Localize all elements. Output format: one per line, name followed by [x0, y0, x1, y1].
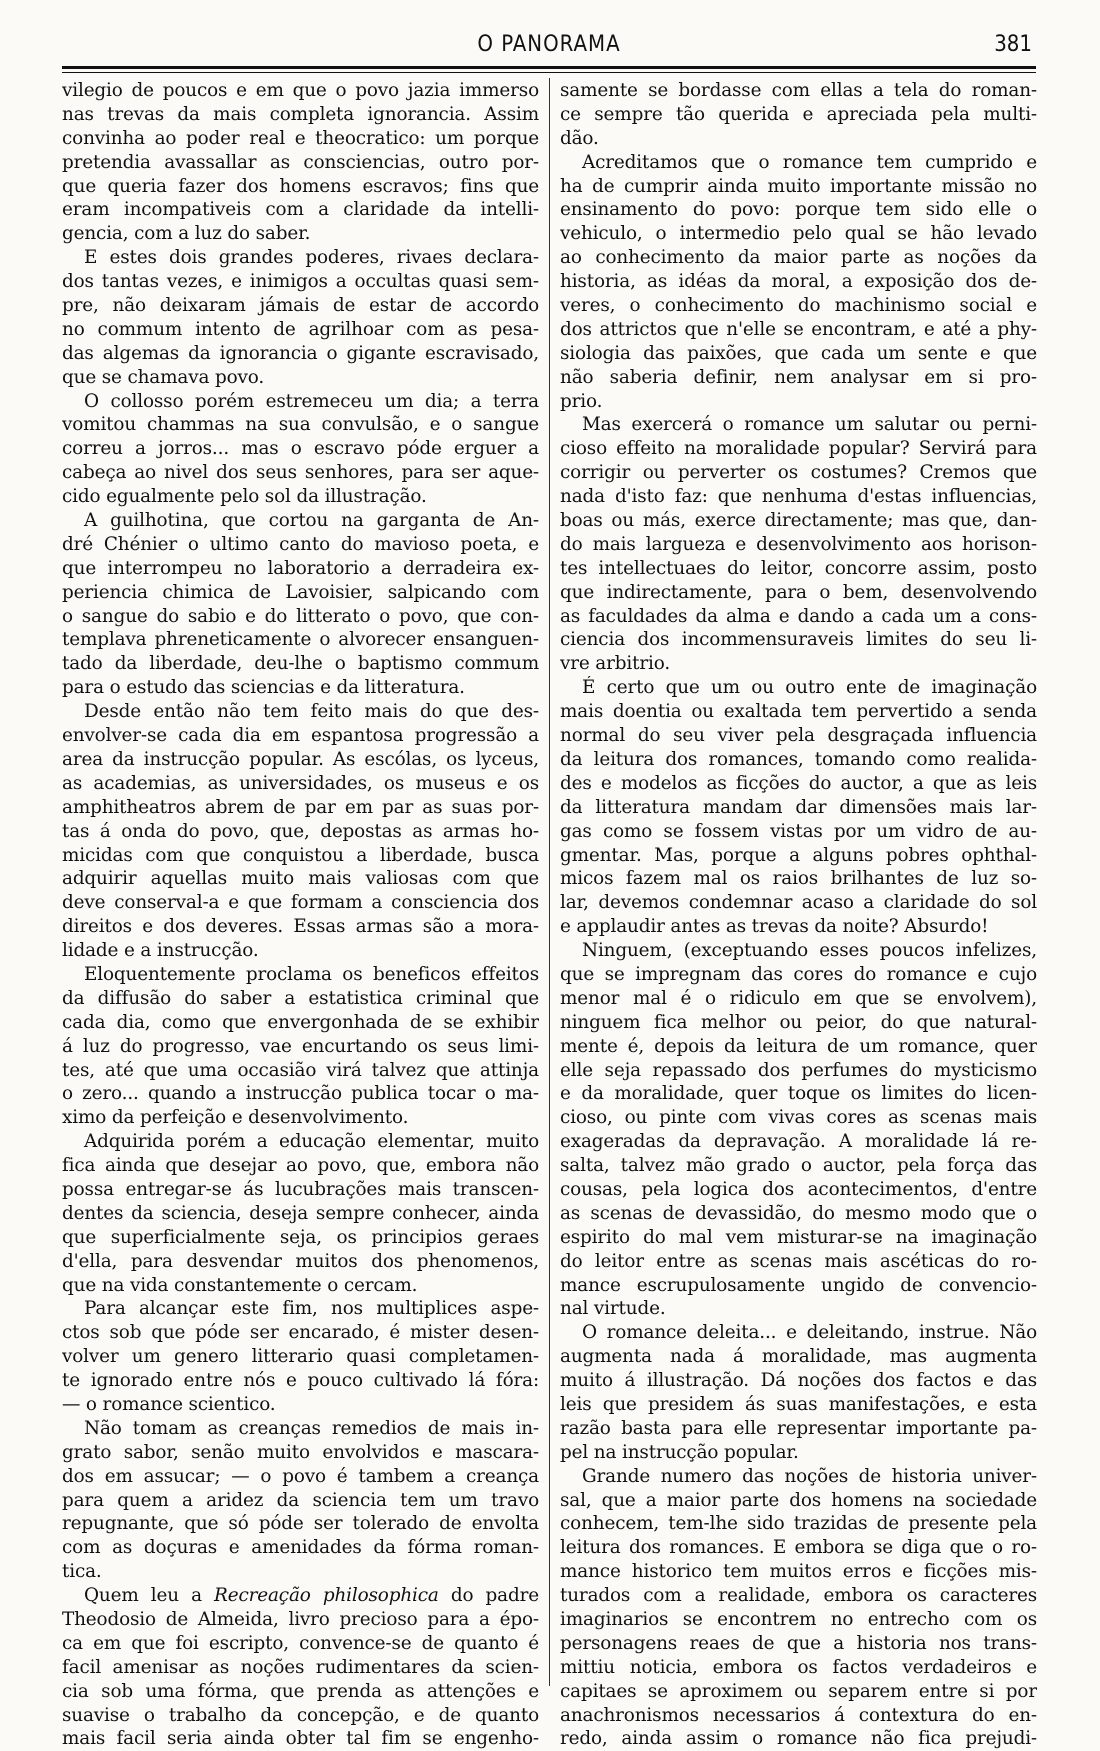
text-line-content: que se chamava povo. [62, 366, 265, 388]
text-line [560, 581, 1037, 605]
text-line-content: templava phreneticamente o alvorecer ensanguen- [62, 629, 539, 651]
text-line [560, 485, 1037, 509]
text-line [560, 1011, 1037, 1035]
text-line [560, 1393, 1037, 1417]
text-line-content: Desde então não tem feito mais do que des- [84, 701, 539, 723]
text-line [62, 1536, 539, 1560]
text-line [560, 1560, 1037, 1584]
text-line [62, 175, 539, 199]
text-line-content: gmentar. Mas, porque a alguns pobres ophthal- [560, 844, 1037, 866]
text-line-content: corrigir ou perverter os costumes? Cremos que [560, 462, 1037, 484]
text-line [62, 1011, 539, 1035]
text-line-content: que superficialmente seja, os principios geraes [62, 1226, 539, 1248]
text-line-content: anachronismos necessarios á contextura do en- [560, 1704, 1037, 1726]
text-line-content: muito á illustração. Dá noções dos factos e das [560, 1370, 1037, 1392]
text-line [62, 652, 539, 676]
text-line-content: tes intellectuaes do leitor, concorre assim, posto [560, 557, 1037, 579]
text-line [62, 1178, 539, 1202]
text-line [560, 294, 1037, 318]
text-line [560, 79, 1037, 103]
left-column [62, 79, 539, 1751]
text-line [560, 103, 1037, 127]
text-line [560, 461, 1037, 485]
text-line-content: do mais largueza e desenvolvimento aos horison- [560, 533, 1037, 555]
text-line [560, 1035, 1037, 1059]
text-line-content: e applaudir antes as trevas da noite? Absurdo! [560, 916, 989, 938]
text-line [560, 1297, 1037, 1321]
text-line [62, 366, 539, 390]
text-line-content: lidade e a instrucção. [62, 940, 259, 962]
text-line-content: fica ainda que desejar ao povo, que, embora não [62, 1155, 539, 1177]
text-line-content: vre arbitrio. [560, 653, 671, 675]
text-line-content: dos attrictos que n'elle se encontram, e até a phy- [560, 318, 1037, 340]
text-line-content: É certo que um ou outro ente de imaginação [582, 677, 1037, 699]
text-line-content: tas á onda do povo, que, depostas as armas ho- [62, 820, 539, 842]
text-line [62, 318, 539, 342]
text-line [62, 844, 539, 868]
text-line [560, 772, 1037, 796]
text-line [560, 175, 1037, 199]
text-line-content: tes, até que uma occasião virá talvez que attinja [62, 1059, 539, 1081]
text-line-content: ximo da perfeição e desenvolvimento. [62, 1107, 409, 1129]
text-line [560, 127, 1037, 151]
text-line-content: o zero... quando a instrucção publica tocar o ma- [62, 1083, 539, 1105]
text-line-content: suavise o trabalho da concepção, e de quanto [62, 1704, 539, 1726]
text-line-content: samente se bordasse com ellas a tela do roman- [560, 80, 1037, 101]
text-line [560, 1704, 1037, 1728]
text-line [560, 915, 1037, 939]
text-line-content: que na vida constantemente o cercam. [62, 1274, 418, 1296]
text-line [62, 246, 539, 270]
text-line [560, 1059, 1037, 1083]
text-line-content: convinha ao poder real e theocratico: um porque [62, 127, 539, 149]
text-line-content: espirito do mal vem misturar-se na imaginação [560, 1226, 1037, 1248]
text-line [560, 748, 1037, 772]
text-line [560, 1680, 1037, 1704]
text-line [560, 1369, 1037, 1393]
text-line-content: dos tantas vezes, e inimigos a occultas quasi sem- [62, 271, 539, 293]
text-line-content: mais doentia ou exaltada tem pervertido a senda [560, 701, 1037, 723]
text-line-content: leis que presidem ás suas manifestações, e esta [560, 1393, 1037, 1415]
text-line [62, 963, 539, 987]
text-line-content: á luz do progresso, vae encurtando os seus limi- [62, 1035, 539, 1057]
text-line-content: cido egualmente pelo sol da illustração. [62, 486, 427, 508]
text-line [62, 605, 539, 629]
text-line [62, 1393, 539, 1417]
text-line-content: capitaes se aproximem ou separem entre si por [560, 1680, 1037, 1702]
text-line-content: — o romance scientico. [62, 1393, 276, 1415]
text-line-content: nada d'isto faz: que nenhuma d'estas influencias, [560, 486, 1037, 508]
text-line [62, 987, 539, 1011]
text-line [62, 1059, 539, 1083]
text-line-content: não saberia definir, nem analysar em si pro- [560, 366, 1037, 388]
text-line-content: d'ella, para desvendar muitos dos phenomenos, [62, 1250, 539, 1272]
text-line [62, 103, 539, 127]
text-line [62, 1441, 539, 1465]
text-line [560, 1178, 1037, 1202]
text-line-content: o sangue do sabio e do litterato o povo, que con- [62, 605, 539, 627]
text-line [560, 198, 1037, 222]
text-line-content: do leitor entre as scenas mais ascéticas do ro- [560, 1250, 1037, 1272]
text-line [62, 1369, 539, 1393]
text-line-content: volver um genero litterario quasi completamen- [62, 1346, 539, 1368]
text-line-content: augmenta nada á moralidade, mas augmenta [560, 1346, 1037, 1368]
text-line [560, 963, 1037, 987]
text-line [560, 1608, 1037, 1632]
text-line-content: possa entregar-se ás lucubrações mais transcen- [62, 1178, 539, 1200]
text-line [560, 628, 1037, 652]
text-line [62, 485, 539, 509]
text-line-content: vilegio de poucos e em que o povo jazia immerso [62, 80, 539, 101]
text-line [560, 557, 1037, 581]
text-line-content: cousas, pela logica dos acontecimentos, d'entre [560, 1178, 1037, 1200]
text-line-content: da litteratura mandam dar dimensões mais lar- [560, 796, 1037, 818]
text-line [62, 867, 539, 891]
text-line-content: para o estudo das sciencias e da litteratura. [62, 677, 465, 699]
text-line [62, 1297, 539, 1321]
text-line [62, 390, 539, 414]
text-line-content: dentes da sciencia, deseja sempre conhecer, ainda [62, 1202, 539, 1224]
text-line [560, 700, 1037, 724]
text-line-content: tica. [62, 1561, 102, 1583]
text-line [62, 581, 539, 605]
text-line-content: Grande numero das noções de historia univer- [582, 1465, 1037, 1487]
text-line [560, 1584, 1037, 1608]
text-line-content: sal, que a maior parte dos homens na sociedade [560, 1489, 1037, 1511]
text-line-content: vehiculo, o intermedio pelo qual se hão levado [560, 223, 1037, 245]
text-line [62, 151, 539, 175]
text-line-content: prio. [560, 390, 603, 412]
text-line [560, 1417, 1037, 1441]
text-line-content: nas trevas da mais completa ignorancia. Assim [62, 103, 539, 125]
text-line [62, 1130, 539, 1154]
text-line [560, 1441, 1037, 1465]
text-line-content: mais facil seria ainda obter tal fim se engenho- [62, 1728, 539, 1750]
text-line-content: cabeça ao nivel dos seus senhores, para ser aque- [62, 462, 539, 484]
text-line-content: micidas com que conquistou a liberdade, busca [62, 844, 539, 866]
text-line-content: Para alcançar este fim, nos multiplices aspe- [84, 1298, 539, 1320]
text-line-content: salta, talvez mão grado o auctor, pela força das [560, 1155, 1037, 1177]
text-line [560, 1536, 1037, 1560]
text-line [62, 222, 539, 246]
text-line [560, 342, 1037, 366]
text-line [560, 867, 1037, 891]
text-line-content: exageradas da depravação. A moralidade lá re- [560, 1131, 1037, 1153]
text-line [62, 1082, 539, 1106]
text-line-content: Ninguem, (exceptuando esses poucos infelizes, [582, 940, 1037, 962]
text-line [62, 1727, 539, 1751]
text-line [560, 1082, 1037, 1106]
running-title: O PANORAMA [477, 32, 621, 57]
text-line [62, 294, 539, 318]
text-line [62, 1035, 539, 1059]
text-line-content: as faculdades da alma e dando a cada um a cons- [560, 605, 1037, 627]
text-line-content: des e modelos as ficções do auctor, a que as leis [560, 772, 1037, 794]
text-line [62, 724, 539, 748]
header-rule-thick [62, 66, 1036, 69]
text-line-content: veres, o conhecimento do machinismo social e [560, 295, 1037, 317]
text-line [560, 1656, 1037, 1680]
text-line-content: imaginarios se encontrem no entrecho com os [560, 1609, 1037, 1630]
text-line-content: para quem a aridez da sciencia tem um travo [62, 1489, 539, 1511]
text-line [62, 413, 539, 437]
text-line-content: e da moralidade, quer toque os limites do licen- [560, 1083, 1037, 1105]
text-line-content: ao conhecimento da maior parte as noções da [560, 247, 1037, 269]
text-line [62, 461, 539, 485]
text-line-content: eram incompativeis com a claridade da intelli- [62, 199, 539, 221]
text-line [62, 1274, 539, 1298]
text-line-content: da leitura dos romances, tomando como realida- [560, 748, 1037, 770]
text-line [560, 533, 1037, 557]
text-line [560, 1345, 1037, 1369]
text-line-content: mance historico tem muitos erros e ficções mis- [560, 1561, 1037, 1583]
text-line [560, 796, 1037, 820]
text-line [560, 1274, 1037, 1298]
text-line [560, 1202, 1037, 1226]
text-line-content: das algemas da ignorancia o gigante escravisado, [62, 342, 539, 364]
text-line [62, 1632, 539, 1656]
text-line-content: as scenas de devassidão, do mesmo modo que o [560, 1202, 1037, 1224]
text-line [62, 1106, 539, 1130]
text-line [62, 198, 539, 222]
text-line [62, 1465, 539, 1489]
text-line-content: pre, não deixaram jámais de estar de accordo [62, 295, 539, 317]
text-line-content: normal do seu viver pela desgraçada influencia [560, 725, 1037, 747]
text-line-content: historia, as idéas da moral, a exposição dos de- [560, 271, 1037, 293]
text-line-content: elle seja repassado dos perfumes do mysticismo [560, 1059, 1037, 1081]
text-line-content: Acreditamos que o romance tem cumprido e [582, 151, 1037, 173]
text-line-content: Adquirida porém a educação elementar, muito [84, 1131, 539, 1153]
text-line-content: pretendia avassallar as consciencias, outro por- [62, 151, 539, 173]
text-line-content: ninguem fica melhor ou peior, do que natural- [560, 1011, 1037, 1033]
text-line-content: que interrompeu no laboratorio a derradeira ex- [62, 557, 539, 579]
text-line-content: dré Chénier o ultimo canto do mavioso poeta, e [62, 533, 539, 555]
text-line-content: A guilhotina, que cortou na garganta de An- [84, 510, 539, 532]
text-line-content: pel na instrucção popular. [560, 1441, 799, 1463]
header-rule-thin [62, 72, 1036, 73]
text-line [62, 772, 539, 796]
text-line [62, 628, 539, 652]
text-line-content: Eloquentemente proclama os beneficos effeitos [84, 963, 539, 985]
text-line [560, 605, 1037, 629]
text-line-content: Quem leu a Recreação philosophica do padre [84, 1585, 539, 1607]
text-line-content: ha de cumprir ainda muito importante missão no [560, 175, 1037, 197]
text-line [560, 939, 1037, 963]
text-line-content: deve conserval-a e que formam a consciencia dos [62, 892, 539, 914]
text-line-content: mance escrupulosamente ungido de convencio- [560, 1274, 1037, 1296]
text-line-content: dos em assucar; — o povo é tambem a creança [62, 1465, 539, 1487]
column-divider [549, 78, 550, 1686]
text-line [62, 939, 539, 963]
text-line-content: dão. [560, 127, 599, 149]
text-line-content: ensinamento do povo: porque tem sido elle o [560, 199, 1037, 221]
text-line-content: mente é, depois da leitura de um romance, quer [560, 1035, 1037, 1057]
text-line [62, 437, 539, 461]
text-line-content: gas como se fossem vistas por um vidro de au- [560, 820, 1037, 842]
text-line [560, 1465, 1037, 1489]
text-line [560, 724, 1037, 748]
text-line [62, 1704, 539, 1728]
text-line [62, 1202, 539, 1226]
text-line-content: razão basta para elle representar importante pa- [560, 1417, 1037, 1439]
text-line-content: lar, devemos condemnar acaso a claridade do sol [560, 892, 1037, 914]
text-line [62, 1680, 539, 1704]
text-line [62, 1417, 539, 1441]
text-line [560, 1226, 1037, 1250]
text-line [560, 1321, 1037, 1345]
text-line-content: repugnante, que só póde ser tolerado de envolta [62, 1513, 539, 1535]
text-line [62, 1656, 539, 1680]
text-line [62, 748, 539, 772]
book-title: Recreação philosophica [214, 1585, 439, 1607]
text-line-content: correu a jorros... mas o escravo póde erguer a [62, 438, 539, 460]
text-line [560, 891, 1037, 915]
text-line [62, 1608, 539, 1632]
text-line [560, 1130, 1037, 1154]
text-line [560, 318, 1037, 342]
text-line [62, 796, 539, 820]
page-number: 381 [994, 32, 1032, 57]
text-line-content: redo, ainda assim o romance não fica prejudi- [560, 1728, 1037, 1750]
text-line-content: ctos sob que póde ser encarado, é mister desen- [62, 1322, 539, 1344]
text-line [560, 1632, 1037, 1656]
text-line [62, 891, 539, 915]
text-line [560, 246, 1037, 270]
text-line-content: facil amenisar as noções rudimentares da scien- [62, 1656, 539, 1678]
text-line [560, 987, 1037, 1011]
text-line-content: tado da liberdade, deu-lhe o baptismo commum [62, 653, 539, 675]
text-line [62, 1226, 539, 1250]
text-line-content: personagens reaes de que a historia nos trans- [560, 1632, 1037, 1654]
text-line-content: periencia chimica de Lavoisier, salpicando com [62, 581, 539, 603]
text-line [560, 151, 1037, 175]
text-line [62, 915, 539, 939]
text-line-content: vomitou chammas na sua convulsão, e o sangue [62, 414, 539, 436]
text-line-content: Mas exercerá o romance um salutar ou perni- [582, 414, 1037, 436]
text-line [62, 509, 539, 533]
text-line [62, 1512, 539, 1536]
text-line [560, 1154, 1037, 1178]
text-line [62, 1584, 539, 1608]
text-line [560, 1489, 1037, 1513]
right-column [560, 79, 1037, 1751]
text-line [560, 390, 1037, 414]
text-line-content: ca em que foi escripto, convence-se de quanto é [62, 1632, 539, 1654]
text-line [560, 1727, 1037, 1751]
text-line [62, 1321, 539, 1345]
text-line [560, 1512, 1037, 1536]
text-line-content: direitos e dos deveres. Essas armas são a mora- [62, 916, 539, 938]
text-line [62, 127, 539, 151]
text-line-content: O collosso porém estremeceu um dia; a terra [84, 390, 539, 412]
text-line [62, 700, 539, 724]
text-line [560, 1106, 1037, 1130]
text-line [62, 342, 539, 366]
text-line-content: turados com a realidade, embora os caracteres [560, 1585, 1037, 1607]
text-line [560, 652, 1037, 676]
text-line-content: gencia, com a luz do saber. [62, 223, 311, 245]
text-line-content: nal virtude. [560, 1298, 666, 1320]
text-line-content: mittiu noticia, embora os factos verdadeiros e [560, 1656, 1037, 1678]
text-line [62, 557, 539, 581]
text-line [62, 1154, 539, 1178]
text-line-content: que indirectamente, para o bem, desenvolvendo [560, 581, 1037, 603]
text-line-content: cia sob uma fórma, que prenda as attenções e [62, 1680, 539, 1702]
text-line [560, 366, 1037, 390]
text-line [62, 1345, 539, 1369]
text-line-content: boas ou más, exerce directamente; mas que, dan- [560, 510, 1037, 532]
text-line-content: com as doçuras e amenidades da fórma roman- [62, 1537, 539, 1559]
text-line-content: O romance deleita... e deleitando, instrue. Não [582, 1322, 1037, 1344]
text-line-content: adquirir aquellas muito mais valiosas com que [62, 868, 539, 890]
text-line [560, 1250, 1037, 1274]
text-line [62, 1489, 539, 1513]
text-line-content: siologia das paixões, que cada um sente e que [560, 342, 1037, 364]
text-line [62, 676, 539, 700]
text-line-content: Theodosio de Almeida, livro precioso para a épo- [62, 1609, 539, 1630]
text-line [560, 676, 1037, 700]
text-line [62, 533, 539, 557]
text-line [62, 79, 539, 103]
text-line [560, 413, 1037, 437]
text-line-content: E estes dois grandes poderes, rivaes declara- [84, 247, 539, 269]
text-line [560, 509, 1037, 533]
text-line [560, 820, 1037, 844]
text-line-content: ciencia dos incommensuraveis limites do seu li- [560, 629, 1037, 651]
text-line [62, 270, 539, 294]
text-line-content: menor mal é o ridiculo em que se envolvem), [560, 987, 1037, 1009]
text-line-content: cada dia, como que envergonhada de se exhibir [62, 1011, 539, 1033]
page-header [62, 32, 1036, 60]
text-line-content: ce sempre tão querida e apreciada pela multi- [560, 103, 1037, 125]
text-line-content: as academias, as universidades, os museus e os [62, 772, 539, 794]
text-line-content: envolver-se cada dia em espantosa progressão a [62, 725, 539, 747]
text-line [560, 844, 1037, 868]
text-line-content: da diffusão do saber a estatistica criminal que [62, 987, 539, 1009]
text-line-content: que se impregnam das cores do romance e cujo [560, 963, 1037, 985]
text-line-content: micos fazem mal os raios brilhantes de luz so- [560, 868, 1037, 890]
text-line-content: conhecem, tem-lhe sido trazidas de presente pela [560, 1513, 1037, 1535]
text-line-content: leitura dos romances. E embora se diga que o ro- [560, 1537, 1037, 1559]
text-line-content: Não tomam as creanças remedios de mais in- [84, 1417, 539, 1439]
text-line [62, 1250, 539, 1274]
text-line-content: cioso, ou pinte com vivas cores as scenas mais [560, 1107, 1037, 1129]
text-line-content: area da instrucção popular. As escólas, os lyceus, [62, 748, 539, 770]
text-line-content: cioso effeito na moralidade popular? Servirá para [560, 438, 1037, 460]
text-line [62, 820, 539, 844]
text-line [560, 222, 1037, 246]
text-line [560, 437, 1037, 461]
text-line [560, 270, 1037, 294]
text-line-content: grato sabor, senão muito envolvidos e mascara- [62, 1441, 539, 1463]
text-line-content: no commum intento de agrilhoar com as pesa- [62, 318, 539, 340]
text-line [62, 1560, 539, 1584]
text-line-content: que queria fazer dos homens escravos; fins que [62, 175, 539, 197]
text-line-content: amphitheatros abrem de par em par as suas por- [62, 796, 539, 818]
text-line-content: te ignorado entre nós e pouco cultivado lá fóra: [62, 1370, 539, 1392]
